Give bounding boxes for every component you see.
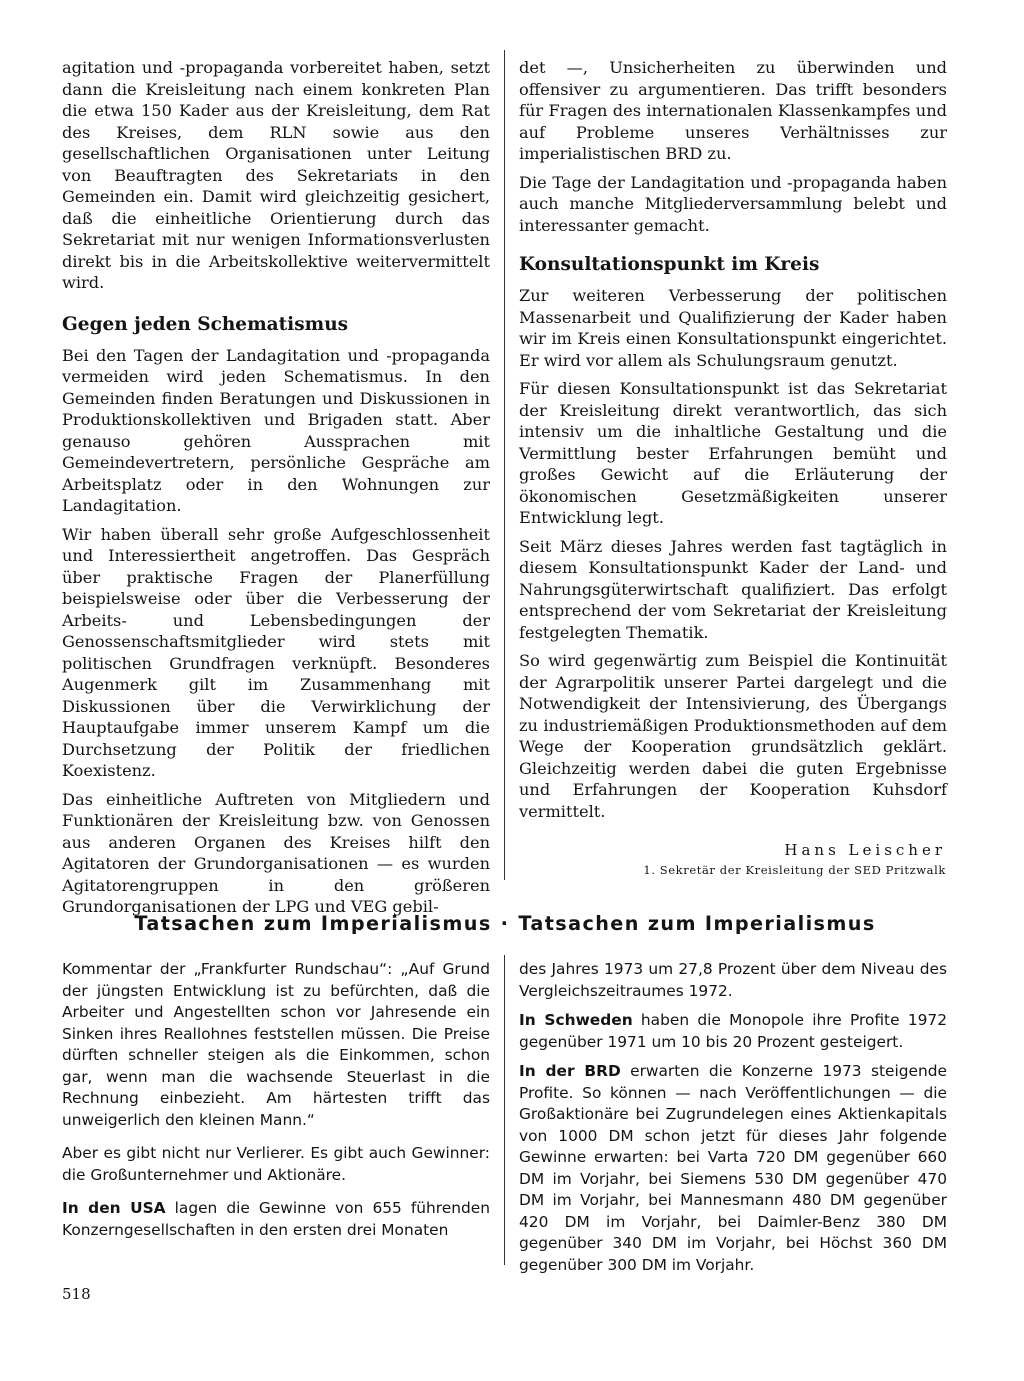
paragraph: Das einheitliche Auftreten von Mitgliedern und Funktionären der Kreisleitung bzw. von Genossen aus anderen Organen des Kreises hilft den Agitatoren der Grundorganisationen — es wurden Agitatorengruppen in den größeren Grundorganisationen der LPG und VEG gebil- [62, 789, 490, 916]
paragraph [519, 1061, 947, 1276]
paragraph: Für diesen Konsultationspunkt ist das Sekretariat der Kreisleitung direkt verantwortlich, das sich intensiv um die inhaltliche Gestaltung und die Vermittlung bester Erfahrungen bemüht und großes Gewicht auf die Erläuterung der ökonomischen Gesetzmäßigkeiten unserer Entwicklung legt. [519, 379, 947, 527]
paragraph: Aber es gibt nicht nur Verlierer. Es gibt auch Gewinner: die Großunternehmer und Aktionäre. [62, 1144, 490, 1184]
paragraph: Seit März dieses Jahres werden fast tagtäglich in diesem Konsultationspunkt Kader der Land- und Nahrungsgüterwirtschaft qualifiziert. Das erfolgt entsprechend der vom Sekretariat der Kreisleitung festgelegten Thematik. [519, 536, 947, 642]
paragraph: So wird gegenwärtig zum Beispiel die Kontinuität der Agrarpolitik unserer Partei dargelegt und die Notwendigkeit der Intensivierung, des Übergangs zu industriemäßigen Produktionsmethoden auf dem Wege der Kooperation grundsätzlich geklärt. Gleichzeitig werden dabei die guten Ergebnisse und Erfahrungen der Kooperation Kuhsdorf vermittelt. [519, 651, 947, 821]
lead-in: In der BRD [519, 1062, 621, 1080]
paragraph-text: lagen die Gewinne von 655 führenden Konzerngesellschaften in den ersten drei Monaten [62, 1199, 490, 1239]
paragraph: Zur weiteren Verbesserung der politischen Massenarbeit und Qualifizierung der Kader haben wir im Kreis einen Konsultationspunkt eingerichtet. Er wird vor allem als Schulungsraum genutzt. [519, 286, 947, 370]
section-banner [60, 905, 950, 941]
paragraph: Die Tage der Landagitation und -propaganda haben auch manche Mitgliederversammlung belebt und interessanter gemacht. [519, 172, 947, 235]
lower-right-column [519, 959, 947, 1288]
column-divider [504, 50, 505, 880]
section-heading: Gegen jeden Schematismus [62, 313, 349, 335]
paragraph: det —, Unsicherheiten zu überwinden und offensiver zu argumentieren. Das trifft besonders für Fragen des internationalen Klassenkampfes und auf Probleme unseres Verhältnisses zur imperialistischen BRD zu. [519, 58, 947, 163]
paragraph [62, 1198, 490, 1241]
paragraph-text: haben die Monopole ihre Profite 1972 gegenüber 1971 um 10 bis 20 Prozent gesteigert. [519, 1011, 947, 1051]
paragraph: Wir haben überall sehr große Aufgeschlossenheit und Interessiertheit angetroffen. Das Gespräch über praktische Fragen der Planerfüllung beispielsweise oder über die Verbesserung der Arbeits- und Lebensbedingungen der Genossenschaftsmitglieder wird stets mit politischen Grundfragen verknüpft. Besonderes Augenmerk gilt im Zusammenhang mit Diskussionen über die Verwirklichung der Hauptaufgabe immer unserem Kampf um die Durchsetzung der Politik der friedlichen Koexistenz. [62, 524, 490, 780]
paragraph-text: erwarten die Konzerne 1973 steigende Profite. So können — nach Veröffentlichungen — die Großaktionäre bei Zugrundelegen eines Aktienkapitals von 1000 DM schon jetzt für dieses Jahr folgende Gewinne erwarten: bei Varta 720 DM gegenüber 660 DM im Vorjahr, bei Siemens 530 DM gegenüber 470 DM im Vorjahr, bei Mannesmann 480 DM gegenüber 420 DM im Vorjahr, bei Daimler-Benz 380 DM gegenüber 340 DM im Vorjahr, bei Höchst 360 DM gegenüber 300 DM im Vorjahr. [519, 1062, 947, 1274]
author-role: 1. Sekretär der Kreisleitung der SED Pritzwalk [643, 863, 946, 877]
paragraph [519, 1010, 947, 1053]
author-name: Hans Leischer [784, 841, 946, 859]
page-number: 518 [62, 1285, 91, 1303]
banner-title: Tatsachen zum Imperialismus [134, 911, 492, 935]
lower-left-column [62, 959, 490, 1253]
section-heading: Konsultationspunkt im Kreis [519, 254, 820, 275]
lead-in: In Schweden [519, 1011, 633, 1029]
paragraph: Kommentar der „Frankfurter Rundschau“: „Auf Grund der jüngsten Entwicklung ist zu befürchten, daß die Arbeiter und Angestellten schon vor Jahresende ein Sinken ihres Reallohnes feststellen müssen. Die Preise dürften schneller steigen als die Einkommen, schon gar, wenn man die wachsende Steuerlast in die Rechnung einbezieht. Am härtesten trifft das unweigerlich den kleinen Mann.“ [62, 960, 490, 1129]
paragraph: agitation und -propaganda vorbereitet haben, setzt dann die Kreisleitung nach einem konkreten Plan die etwa 150 Kader aus der Kreisleitung, dem Rat des Kreises, dem RLN sowie aus den gesellschaftlichen Organisationen unter Leitung von Beauftragten des Sekretariats in den Gemeinden ein. Damit wird gleichzeitig gesichert, daß die einheitliche Orientierung durch das Sekretariat mit nur wenigen Informationsverlusten direkt bis in die Arbeitskollektive weitervermittelt wird. [62, 58, 490, 292]
upper-left-column [62, 57, 490, 925]
column-divider [504, 955, 505, 1265]
author-signature [506, 841, 946, 877]
banner-title: Tatsachen zum Imperialismus [518, 911, 876, 935]
upper-right-column [519, 57, 947, 829]
paragraph: des Jahres 1973 um 27,8 Prozent über dem Niveau des Vergleichszeitraumes 1972. [519, 960, 947, 1000]
lead-in: In den USA [62, 1199, 166, 1217]
banner-separator: · [500, 911, 510, 935]
paragraph: Bei den Tagen der Landagitation und -propaganda vermeiden wird jeden Schematismus. In den Gemeinden finden Beratungen und Diskussionen in Produktionskollektiven und Brigaden statt. Aber genauso gehören Aussprachen mit Gemeindevertretern, persönliche Gespräche am Arbeitsplatz oder in den Wohnungen zur Landagitation. [62, 345, 490, 515]
